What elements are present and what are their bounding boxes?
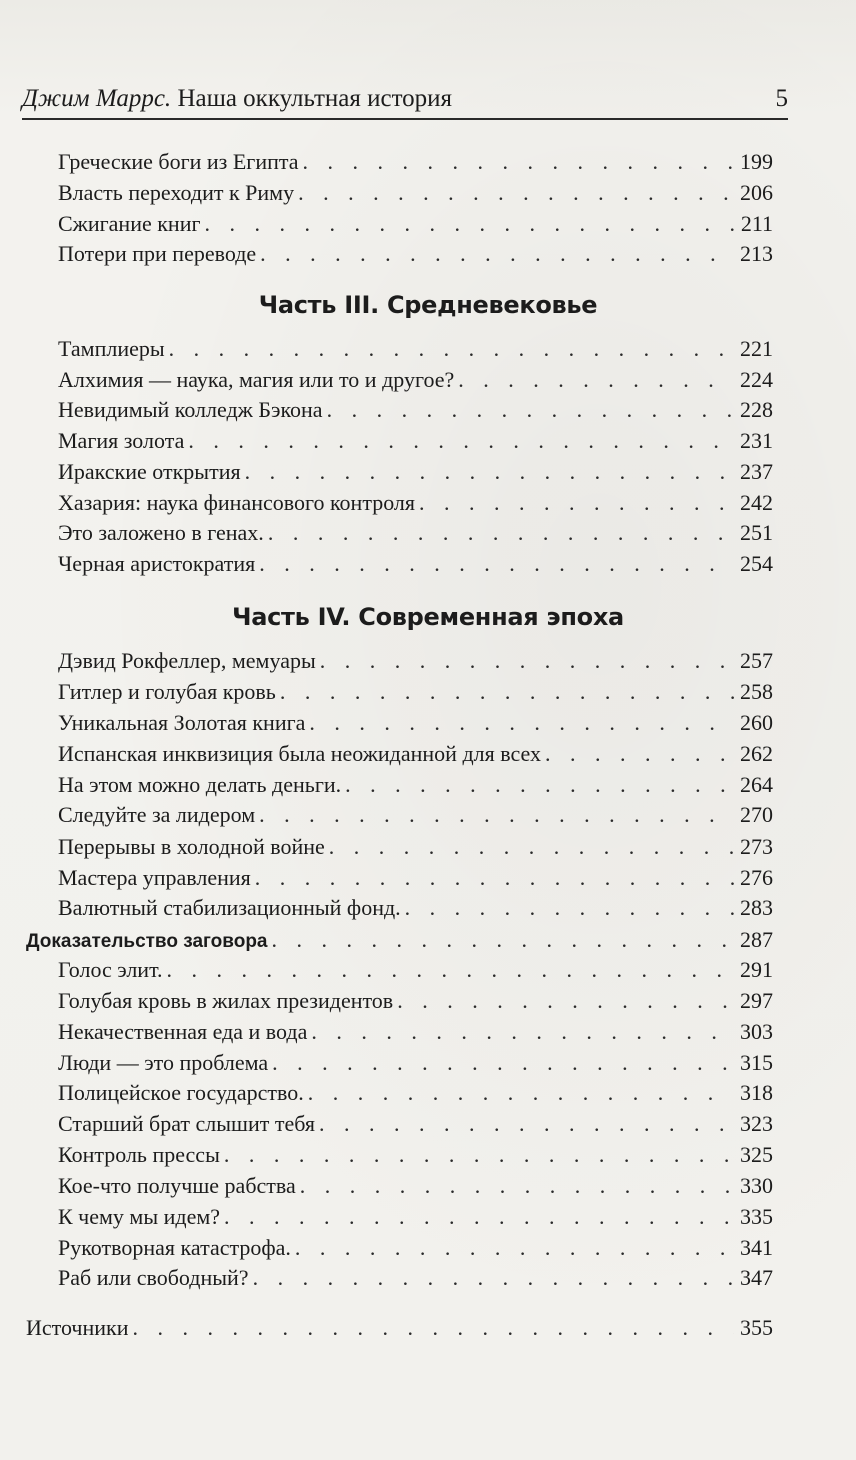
toc-leader: [259, 801, 734, 829]
toc-entry-page: 303: [740, 1019, 773, 1044]
toc-leader: [224, 1203, 734, 1231]
toc-leader: [303, 148, 734, 176]
toc-entry-title: Следуйте за лидером: [58, 802, 256, 827]
toc-sources-entry: [26, 1314, 773, 1342]
toc-entry: [58, 335, 773, 363]
toc-entry-title: Сжигание книг: [58, 211, 201, 236]
toc-entry-title: Хазария: наука финансового контроля: [58, 490, 416, 515]
toc-entry: [58, 366, 773, 394]
toc-entry: [58, 740, 773, 768]
toc-entry-title: Магия золота: [58, 428, 185, 453]
toc-entry-title: Невидимый колледж Бэкона: [58, 397, 323, 422]
toc-entry: [58, 709, 773, 737]
toc-entry-title: Черная аристократия: [58, 551, 256, 576]
toc-entry: [58, 894, 773, 922]
toc-entry: [58, 1079, 773, 1107]
toc-entry-title: Тамплиеры: [58, 336, 165, 361]
toc-leader: [319, 1110, 734, 1138]
toc-entry-page: 242: [740, 490, 773, 515]
toc-entry-page: 228: [740, 397, 773, 422]
toc-leader: [345, 771, 734, 799]
toc-leader: [308, 1079, 734, 1107]
toc-section-entry: [26, 926, 773, 954]
toc-entry: [58, 396, 773, 424]
toc-entry-title: Голубая кровь в жилах президентов: [58, 988, 394, 1013]
toc-entry-title: Старший брат слышит тебя: [58, 1111, 316, 1136]
toc-entry-page: 315: [740, 1050, 773, 1075]
toc-entry: [58, 210, 773, 238]
toc-entry-title: К чему мы идем?: [58, 1204, 221, 1229]
toc-entry-title: Раб или свободный?: [58, 1265, 249, 1290]
toc-entry: [58, 801, 773, 829]
toc-sources-title: Источники: [26, 1315, 129, 1340]
toc-entry-page: 325: [740, 1142, 773, 1167]
toc-entry-page: 251: [740, 520, 773, 545]
toc-entry: [58, 240, 773, 268]
toc-leader: [311, 1018, 734, 1046]
toc-leader: [259, 550, 734, 578]
toc-entry: [58, 1141, 773, 1169]
toc-leader: [255, 864, 734, 892]
toc-entry-page: 260: [740, 710, 773, 735]
toc-entry-page: 231: [740, 428, 773, 453]
toc-entry-title: Потери при переводе: [58, 241, 257, 266]
toc-entry: [58, 1234, 773, 1262]
running-header: [22, 84, 788, 120]
header-book-title: Наша оккультная история: [177, 85, 453, 112]
toc-entry-title: Испанская инквизиция была неожиданной для всех: [58, 741, 542, 766]
toc-leader: [295, 1234, 734, 1262]
toc-entry: [58, 1203, 773, 1231]
toc-entry-page: 273: [740, 834, 773, 859]
toc-sources-page: 355: [740, 1315, 773, 1340]
toc-entry: [58, 987, 773, 1015]
toc-leader: [272, 926, 735, 954]
toc-entry: [58, 1049, 773, 1077]
toc-leader: [132, 1314, 734, 1342]
toc-entry-page: 330: [740, 1173, 773, 1198]
toc-entry: [58, 1110, 773, 1138]
toc-entry-title: Иракские открытия: [58, 459, 241, 484]
toc-entry-page: 224: [740, 367, 773, 392]
toc-section-title: Доказательство заговора: [26, 931, 268, 952]
toc-leader: [245, 458, 734, 486]
toc-leader: [545, 740, 734, 768]
toc-leader: [260, 240, 734, 268]
toc-entry: [58, 678, 773, 706]
toc-entry-page: 254: [740, 551, 773, 576]
toc-entry-title: Это заложено в генах.: [58, 520, 264, 545]
toc-entry-page: 258: [740, 679, 773, 704]
toc-entry: [58, 647, 773, 675]
toc-leader: [405, 894, 734, 922]
toc-leader: [272, 1049, 734, 1077]
part-heading-modern-era: Часть IV. Современная эпоха: [232, 603, 624, 631]
toc-entry: [58, 179, 773, 207]
toc-entry: [58, 489, 773, 517]
toc-entry-title: Дэвид Рокфеллер, мемуары: [58, 648, 316, 673]
toc-leader: [268, 519, 734, 547]
toc-entry: [58, 1172, 773, 1200]
toc-entry-title: Уникальная Золотая книга: [58, 710, 306, 735]
toc-entry-title: Некачественная еда и вода: [58, 1019, 308, 1044]
toc-entry-page: 199: [740, 149, 773, 174]
toc-entry-title: Рукотворная катастрофа.: [58, 1235, 291, 1260]
toc-entry: [58, 833, 773, 861]
toc-entry-page: 262: [740, 741, 773, 766]
toc-entry-title: Кое-что получше рабства: [58, 1173, 296, 1198]
toc-entry-title: Контроль прессы: [58, 1142, 220, 1167]
toc-entry: [58, 148, 773, 176]
toc-entry: [58, 956, 773, 984]
toc-entry-title: На этом можно делать деньги.: [58, 772, 342, 797]
toc-leader: [169, 335, 734, 363]
toc-leader: [397, 987, 734, 1015]
toc-entry-page: 270: [740, 802, 773, 827]
toc-leader: [253, 1264, 734, 1292]
toc-leader: [298, 179, 734, 207]
toc-entry: [58, 1018, 773, 1046]
toc-entry-page: 206: [740, 180, 773, 205]
toc-entry-page: 211: [740, 211, 773, 236]
toc-entry-title: Гитлер и голубая кровь: [58, 679, 276, 704]
toc-entry: [58, 458, 773, 486]
toc-entry-title: Перерывы в холодной войне: [58, 834, 325, 859]
toc-entry-title: Власть переходит к Риму: [58, 180, 295, 205]
toc-entry-page: 237: [740, 459, 773, 484]
toc-entry-page: 264: [740, 772, 773, 797]
header-author: Джим Маррс.: [22, 85, 172, 112]
toc-leader: [320, 647, 734, 675]
toc-leader: [327, 396, 734, 424]
toc-entry-title: Мастера управления: [58, 865, 251, 890]
toc-entry: [58, 1264, 773, 1292]
toc-leader: [167, 956, 734, 984]
toc-entry-title: Полицейское государство.: [58, 1080, 304, 1105]
toc-entry-page: 318: [740, 1080, 773, 1105]
toc-entry-page: 213: [740, 241, 773, 266]
toc-entry: [58, 519, 773, 547]
part-heading-middle-ages: Часть III. Средневековье: [258, 291, 598, 319]
toc-entry-page: 323: [740, 1111, 773, 1136]
toc-leader: [188, 427, 734, 455]
toc-entry-title: Голос элит.: [58, 957, 163, 982]
toc-leader: [300, 1172, 734, 1200]
toc-leader: [224, 1141, 734, 1169]
toc-entry-page: 291: [740, 957, 773, 982]
toc-entry-page: 335: [740, 1204, 773, 1229]
toc-entry-page: 276: [740, 865, 773, 890]
toc-entry: [58, 550, 773, 578]
toc-section-page: 287: [740, 927, 773, 952]
toc-entry: [58, 427, 773, 455]
toc-leader: [419, 489, 734, 517]
toc-leader: [205, 210, 735, 238]
toc-entry-page: 297: [740, 988, 773, 1013]
toc-leader: [458, 366, 734, 394]
toc-entry-page: 347: [740, 1265, 773, 1290]
toc-leader: [309, 709, 734, 737]
toc-entry: [58, 864, 773, 892]
toc-entry-title: Алхимия — наука, магия или то и другое?: [58, 367, 455, 392]
toc-entry-title: Валютный стабилизационный фонд.: [58, 895, 401, 920]
toc-entry-title: Греческие боги из Египта: [58, 149, 299, 174]
header-page-number: 5: [775, 85, 788, 112]
toc-leader: [329, 833, 734, 861]
toc-entry-page: 257: [740, 648, 773, 673]
toc-entry-page: 341: [740, 1235, 773, 1260]
toc-entry-page: 283: [740, 895, 773, 920]
toc-entry-title: Люди — это проблема: [58, 1050, 269, 1075]
toc-leader: [280, 678, 734, 706]
toc-entry: [58, 771, 773, 799]
toc-entry-page: 221: [740, 336, 773, 361]
